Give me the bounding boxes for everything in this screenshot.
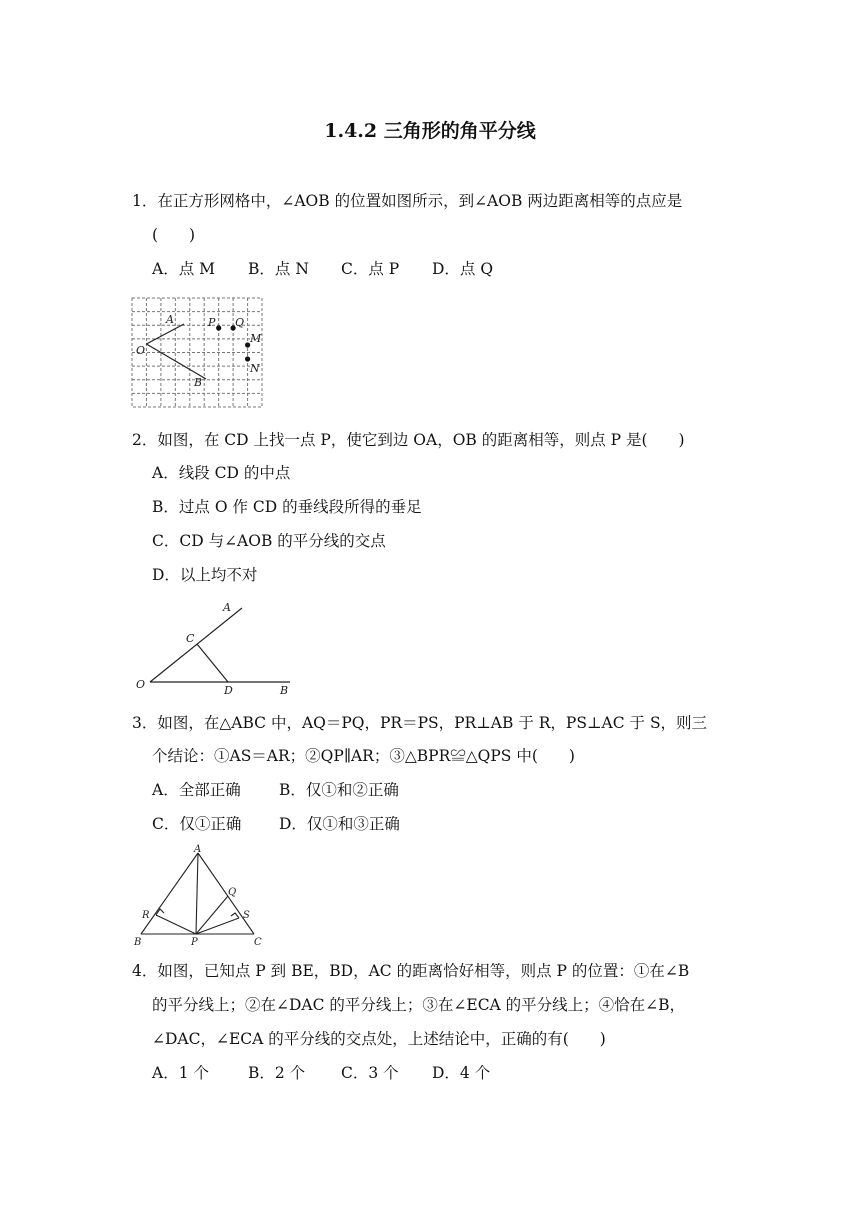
fig3-label-a: A (194, 844, 202, 855)
question-2-figure (130, 598, 300, 698)
fig2-label-a: A (223, 601, 231, 614)
question-4-line-2: 的平分线上；②在∠DAC 的平分线上；③在∠ECA 的平分线上；④恰在∠B， (152, 996, 686, 1014)
fig3-label-c: C (254, 937, 262, 948)
question-2-option-d: D．以上均不对 (152, 566, 258, 584)
fig2-label-o: O (136, 678, 146, 691)
question-1-option-c: C．点 P (341, 260, 400, 278)
fig1-label-m: M (250, 332, 262, 345)
question-3-option-d: D．仅①和③正确 (279, 815, 400, 833)
question-3-line-1: 3．如图，在△ABC 中，AQ＝PQ，PR＝PS，PR⊥AB 于 R，PS⊥AC 于 S，则三 (132, 714, 708, 732)
fig1-label-n: N (250, 362, 260, 375)
question-2-option-b: B．过点 O 作 CD 的垂线段所得的垂足 (152, 498, 422, 516)
question-2-option-c: C．CD 与∠AOB 的平分线的交点 (152, 532, 386, 550)
page-title: 1.4.2 三角形的角平分线 (324, 120, 536, 142)
question-4-line-3: ∠DAC，∠ECA 的平分线的交点处，上述结论中，正确的有( ) (152, 1030, 606, 1048)
question-1-option-a: A．点 M (152, 260, 215, 278)
question-1-line-2: ( ) (152, 226, 196, 244)
fig1-label-o: O (136, 344, 146, 357)
fig3-label-p: P (191, 937, 198, 948)
question-4-option-a: A．1 个 (152, 1064, 209, 1082)
question-2-line-1: 2．如图，在 CD 上找一点 P，使它到边 OA，OB 的距离相等，则点 P 是( ) (132, 431, 685, 449)
fig1-label-a: A (166, 313, 174, 326)
question-2-option-a: A．线段 CD 的中点 (152, 464, 291, 482)
fig1-label-q: Q (235, 316, 245, 329)
question-1-line-1: 1．在正方形网格中，∠AOB 的位置如图所示，到∠AOB 两边距离相等的点应是 (132, 192, 683, 210)
fig2-label-d: D (224, 684, 233, 697)
fig2-label-b: B (280, 684, 289, 697)
fig3-label-r: R (142, 910, 150, 921)
question-1-option-b: B．点 N (248, 260, 309, 278)
question-3-option-c: C．仅①正确 (152, 815, 242, 833)
question-3-option-a: A．全部正确 (152, 781, 241, 799)
fig3-label-q: Q (228, 887, 237, 898)
fig3-label-s: S (243, 910, 250, 921)
question-1-option-d: D．点 Q (432, 260, 494, 278)
question-4-option-c: C．3 个 (341, 1064, 399, 1082)
fig3-label-b: B (134, 937, 142, 948)
question-3-line-2: 个结论：①AS＝AR；②QP∥AR；③△BPR≌△QPS 中( ) (152, 747, 575, 765)
question-1-grid-figure (128, 295, 268, 411)
question-3-figure (130, 843, 270, 949)
question-4-option-b: B．2 个 (248, 1064, 306, 1082)
fig1-label-b: B (194, 376, 203, 389)
fig2-label-c: C (186, 632, 195, 645)
question-4-line-1: 4．如图，已知点 P 到 BE，BD，AC 的距离恰好相等，则点 P 的位置：①在∠B (132, 962, 690, 980)
question-4-option-d: D．4 个 (432, 1064, 491, 1082)
question-3-option-b: B．仅①和②正确 (279, 781, 399, 799)
fig1-label-p: P (208, 316, 216, 329)
